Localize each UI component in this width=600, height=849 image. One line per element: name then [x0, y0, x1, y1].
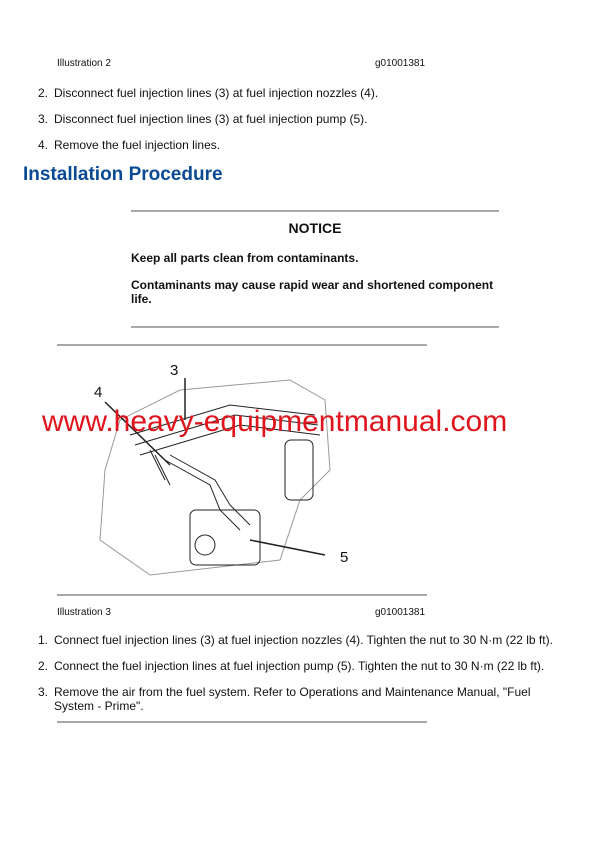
install-step — [38, 659, 544, 673]
step-number: 2. — [38, 659, 49, 673]
notice-bottom-rule — [131, 326, 499, 328]
illustration-top-rule — [57, 344, 427, 346]
notice-text: Contaminants may cause rapid wear and shortened component life. — [131, 278, 494, 306]
notice-top-rule — [131, 210, 499, 212]
step-text: Disconnect fuel injection lines (3) at fuel injection pump (5). — [54, 112, 368, 126]
end-rule — [57, 721, 427, 723]
callout-5: 5 — [340, 549, 349, 566]
step-text: Connect the fuel injection lines at fuel injection pump (5). Tighten the nut to 30 N·m (22 lb ft). — [54, 659, 545, 673]
step-text: Disconnect fuel injection lines (3) at fuel injection nozzles (4). — [54, 86, 379, 100]
watermark: www.heavy-equipmentmanual.com — [42, 405, 508, 438]
illustration-2-code: g01001381 — [375, 58, 426, 69]
install-step — [38, 633, 553, 647]
step-number: 3. — [38, 112, 49, 126]
notice-text: Keep all parts clean from contaminants. — [131, 251, 359, 265]
notice-title: NOTICE — [288, 220, 342, 236]
removal-step — [38, 112, 368, 126]
engine-illustration — [90, 360, 370, 585]
callout-3: 3 — [170, 362, 179, 379]
step-number: 2. — [38, 86, 49, 100]
install-step — [38, 685, 538, 713]
step-number: 4. — [38, 138, 49, 152]
illustration-bottom-rule — [57, 594, 427, 596]
illustration-3-code: g01001381 — [375, 607, 426, 618]
illustration-2-label: Illustration 2 — [57, 58, 111, 69]
step-number: 3. — [38, 685, 49, 699]
section-title: Installation Procedure — [23, 164, 223, 185]
step-text: Remove the air from the fuel system. Refer to Operations and Maintenance Manual, "Fuel System - Prime". — [54, 685, 531, 713]
removal-step — [38, 86, 378, 100]
callout-4: 4 — [94, 384, 103, 401]
step-text: Connect fuel injection lines (3) at fuel injection nozzles (4). Tighten the nut to 30 N·m (22 lb ft). — [54, 633, 553, 647]
illustration-3-label: Illustration 3 — [57, 607, 111, 618]
step-number: 1. — [38, 633, 49, 647]
step-text: Remove the fuel injection lines. — [54, 138, 221, 152]
removal-step — [38, 138, 220, 152]
